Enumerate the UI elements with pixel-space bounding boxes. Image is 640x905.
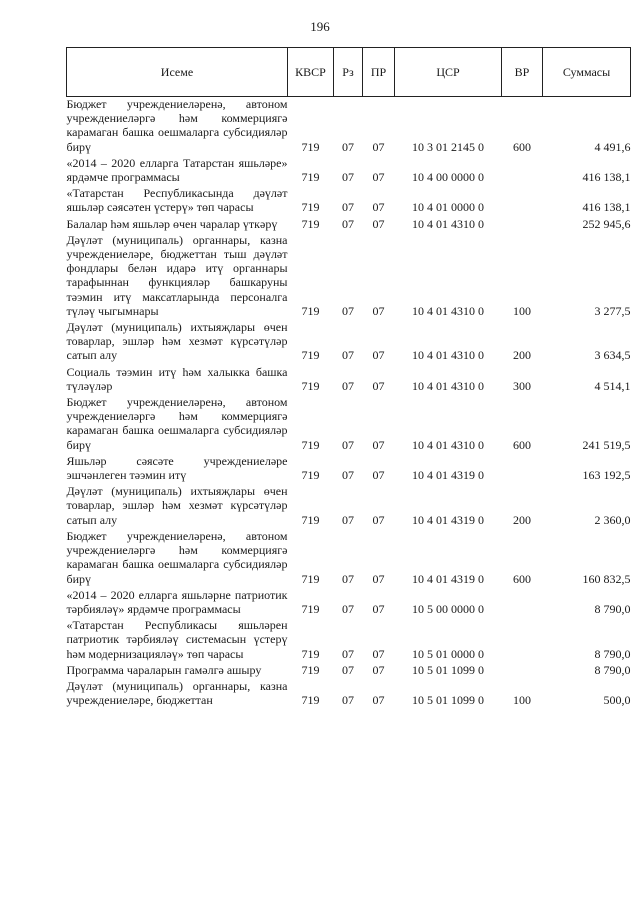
row-vr [502, 186, 543, 216]
row-pr: 07 [372, 693, 385, 708]
row-csr: 10 3 01 2145 0 [412, 139, 484, 154]
row-kvsr: 719 [301, 646, 320, 661]
row-kvsr: 719 [301, 662, 320, 677]
row-vr: 600 [513, 437, 531, 452]
row-vr: 100 [513, 693, 531, 708]
row-pr: 07 [372, 601, 385, 616]
budget-table [66, 47, 631, 709]
row-pr: 07 [372, 200, 385, 215]
row-csr: 10 4 00 0000 0 [412, 170, 484, 185]
row-sum: 8 790,0 [594, 662, 631, 677]
row-rz: 07 [342, 437, 354, 452]
table-row [67, 454, 631, 484]
row-name: «Татарстан Республикасы яшьләрен патриотик тәрбияләү системасын үстерү һәм модернизацияләү» төп чарасы [66, 618, 288, 661]
row-csr: 10 5 00 0000 0 [412, 601, 484, 616]
row-pr: 07 [372, 646, 385, 661]
row-name: «Татарстан Республикасында дәүләт яшьләр сәясәтен үстерү» төп чарасы [66, 186, 288, 215]
row-pr: 07 [372, 139, 385, 154]
row-sum: 252 945,6 [582, 216, 631, 231]
table-row [67, 663, 631, 679]
row-rz: 07 [342, 200, 354, 215]
row-rz: 07 [342, 512, 354, 527]
row-csr: 10 4 01 4310 0 [412, 216, 484, 231]
row-vr [502, 663, 543, 679]
row-csr: 10 4 01 4319 0 [412, 512, 484, 527]
header-name: Исеме [67, 48, 288, 97]
header-vr: ВР [502, 48, 543, 97]
row-name: Бюджет учреждениеләренә, автоном учреждениеләргә һәм коммерциягә карамаган башка оешмаларга субсидияләр бирү [66, 395, 288, 452]
row-vr: 200 [513, 348, 531, 363]
table-row [67, 233, 631, 320]
row-kvsr: 719 [301, 601, 320, 616]
row-pr: 07 [372, 437, 385, 452]
table-row [67, 679, 631, 709]
row-csr: 10 4 01 4310 0 [412, 303, 484, 318]
row-sum: 160 832,5 [582, 571, 631, 586]
row-name: Дәүләт (муниципаль) ихтыяҗлары өчен товарлар, эшләр һәм хезмәт күрсәтүләр сатып алу [66, 320, 288, 363]
row-vr [502, 156, 543, 186]
row-sum: 2 360,0 [594, 512, 631, 527]
row-csr: 10 4 01 4319 0 [412, 468, 484, 483]
row-rz: 07 [342, 601, 354, 616]
row-sum: 3 277,5 [594, 303, 631, 318]
row-sum: 500,0 [603, 693, 631, 708]
row-name: Социаль тәэмин итү һәм халыкка башка түләүләр [66, 364, 288, 393]
table-row [67, 217, 631, 233]
row-kvsr: 719 [301, 693, 320, 708]
table-row [67, 484, 631, 529]
row-rz: 07 [342, 378, 354, 393]
header-csr: ЦСР [395, 48, 502, 97]
row-rz: 07 [342, 216, 354, 231]
row-csr: 10 4 01 4310 0 [412, 348, 484, 363]
table-row [67, 365, 631, 395]
row-pr: 07 [372, 571, 385, 586]
row-sum: 4 514,1 [594, 378, 631, 393]
row-kvsr: 719 [301, 571, 320, 586]
row-vr: 600 [513, 571, 531, 586]
table-row [67, 156, 631, 186]
row-rz: 07 [342, 139, 354, 154]
row-kvsr: 719 [301, 437, 320, 452]
row-vr [502, 618, 543, 663]
header-pr: ПР [363, 48, 395, 97]
row-vr [502, 217, 543, 233]
row-vr: 100 [513, 303, 531, 318]
row-sum: 8 790,0 [594, 601, 631, 616]
row-csr: 10 4 01 4319 0 [412, 571, 484, 586]
table-row [67, 186, 631, 216]
row-name: Программа чараларын гамәлгә ашыру [66, 662, 262, 677]
table-header-row [67, 48, 631, 97]
header-sum: Суммасы [543, 48, 631, 97]
table-row [67, 395, 631, 454]
row-kvsr: 719 [301, 468, 320, 483]
row-name: Дәүләт (муниципаль) органнары, казна учреждениеләре, бюджеттан [66, 678, 288, 708]
row-kvsr: 719 [301, 170, 320, 185]
row-rz: 07 [342, 693, 354, 708]
row-vr: 300 [513, 378, 531, 393]
row-rz: 07 [342, 348, 354, 363]
row-name: «2014 – 2020 елларга Татарстан яшьләре» ярдәмче программасы [66, 155, 288, 185]
row-pr: 07 [372, 512, 385, 527]
row-sum: 3 634,5 [594, 348, 631, 363]
table-row [67, 618, 631, 663]
row-csr: 10 5 01 1099 0 [412, 662, 484, 677]
row-csr: 10 4 01 4310 0 [412, 378, 484, 393]
row-rz: 07 [342, 662, 354, 677]
row-pr: 07 [372, 348, 385, 363]
row-kvsr: 719 [301, 200, 320, 215]
header-rz: Рз [334, 48, 363, 97]
row-kvsr: 719 [301, 512, 320, 527]
row-sum: 416 138,1 [582, 170, 631, 185]
row-pr: 07 [372, 662, 385, 677]
page-number: 196 [310, 19, 330, 34]
row-csr: 10 4 01 0000 0 [412, 200, 484, 215]
row-name: Дәүләт (муниципаль) ихтыяҗлары өчен товарлар, эшләр һәм хезмәт күрсәтүләр сатып алу [66, 484, 288, 527]
header-kvsr: КВСР [288, 48, 334, 97]
row-rz: 07 [342, 571, 354, 586]
row-vr: 200 [513, 512, 531, 527]
row-kvsr: 719 [301, 216, 320, 231]
row-pr: 07 [372, 216, 385, 231]
row-pr: 07 [372, 378, 385, 393]
row-name: «2014 – 2020 елларга яшьләрне патриотик тәрбияләү» ярдәмче программасы [66, 587, 288, 616]
row-vr: 600 [513, 139, 531, 154]
row-csr: 10 5 01 1099 0 [412, 693, 484, 708]
table-row [67, 320, 631, 365]
row-rz: 07 [342, 646, 354, 661]
row-kvsr: 719 [301, 139, 320, 154]
row-pr: 07 [372, 303, 385, 318]
row-kvsr: 719 [301, 348, 320, 363]
row-rz: 07 [342, 468, 354, 483]
row-sum: 416 138,1 [582, 200, 631, 215]
row-sum: 163 192,5 [582, 468, 631, 483]
row-name: Бюджет учреждениеләренә, автоном учреждениеләргә һәм коммерциягә карамаган башка оешмаларга субсидияләр бирү [66, 97, 288, 154]
row-name: Дәүләт (муниципаль) органнары, казна учреждениеләре, бюджеттан тыш дәүләт фондлары белән идарә итү органнары тарафыннан функцияләр башкаруны тәэмин итү максатларында персоналга түләү чыгымнары [66, 232, 288, 318]
row-sum: 8 790,0 [594, 646, 631, 661]
row-pr: 07 [372, 170, 385, 185]
row-rz: 07 [342, 170, 354, 185]
row-rz: 07 [342, 303, 354, 318]
row-name: Яшьләр сәясәте учреждениеләре эшчәнлеген тәэмин итү [66, 453, 288, 483]
row-pr: 07 [372, 468, 385, 483]
table-body [67, 97, 631, 710]
row-vr [502, 588, 543, 618]
table-row [67, 529, 631, 588]
row-csr: 10 5 01 0000 0 [412, 646, 484, 661]
row-kvsr: 719 [301, 303, 320, 318]
row-sum: 241 519,5 [582, 437, 631, 452]
row-csr: 10 4 01 4310 0 [412, 437, 484, 452]
row-sum: 4 491,6 [594, 139, 631, 154]
row-name: Балалар һәм яшьләр өчен чаралар үткәрү [66, 216, 278, 231]
row-vr [502, 454, 543, 484]
table-row [67, 97, 631, 156]
row-name: Бюджет учреждениеләренә, автоном учреждениеләргә һәм коммерциягә карамаган башка оешмаларга субсидияләр бирү [66, 528, 288, 586]
row-kvsr: 719 [301, 378, 320, 393]
table-row [67, 588, 631, 618]
